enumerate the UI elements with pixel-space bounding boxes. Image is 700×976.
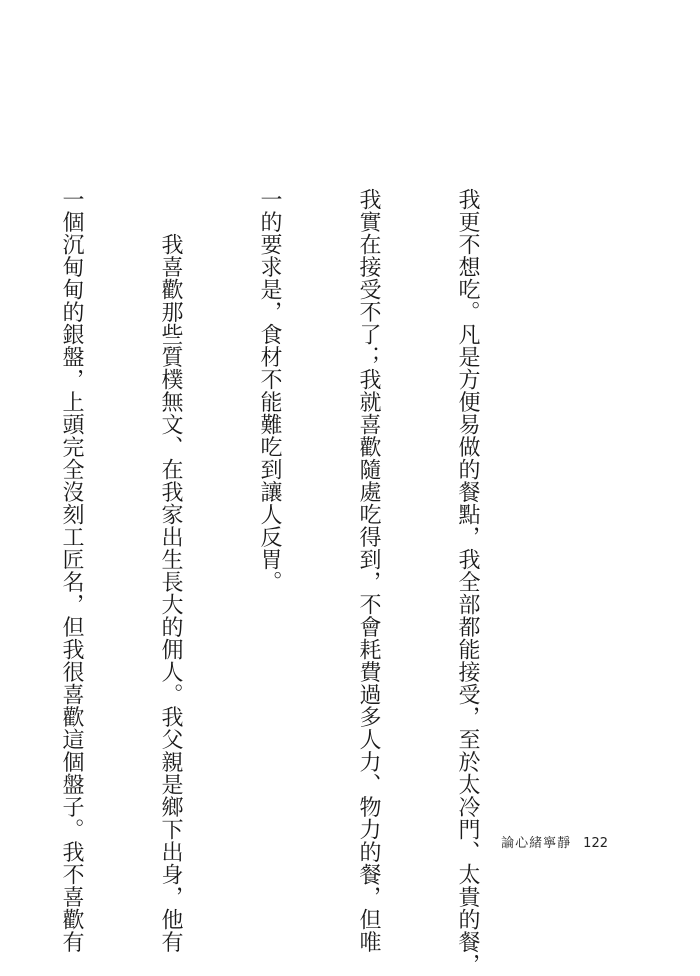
running-title: 論心緒寧靜 (501, 836, 572, 851)
text-column: 我喜歡那些質樸無文、在我家出生長大的佣人。我父親是鄉下出身，他有 (158, 188, 183, 953)
text-column: 我實在接受不了；我就喜歡隨處吃得到，不會耗費過多人力、物力的餐，但唯 (356, 188, 381, 953)
page-footer (501, 832, 608, 851)
page-number: 122 (583, 836, 608, 851)
text-column: 一個沉甸甸的銀盤，上頭完全沒刻工匠名，但我很喜歡這個盤子。我不喜歡有 (59, 188, 84, 953)
text-column: 我更不想吃。凡是方便易做的餐點，我全部都能接受，至於太冷門、太貴的餐， (455, 188, 480, 976)
text-column: 一的要求是，食材不能難吃到讓人反胃。 (257, 188, 282, 593)
